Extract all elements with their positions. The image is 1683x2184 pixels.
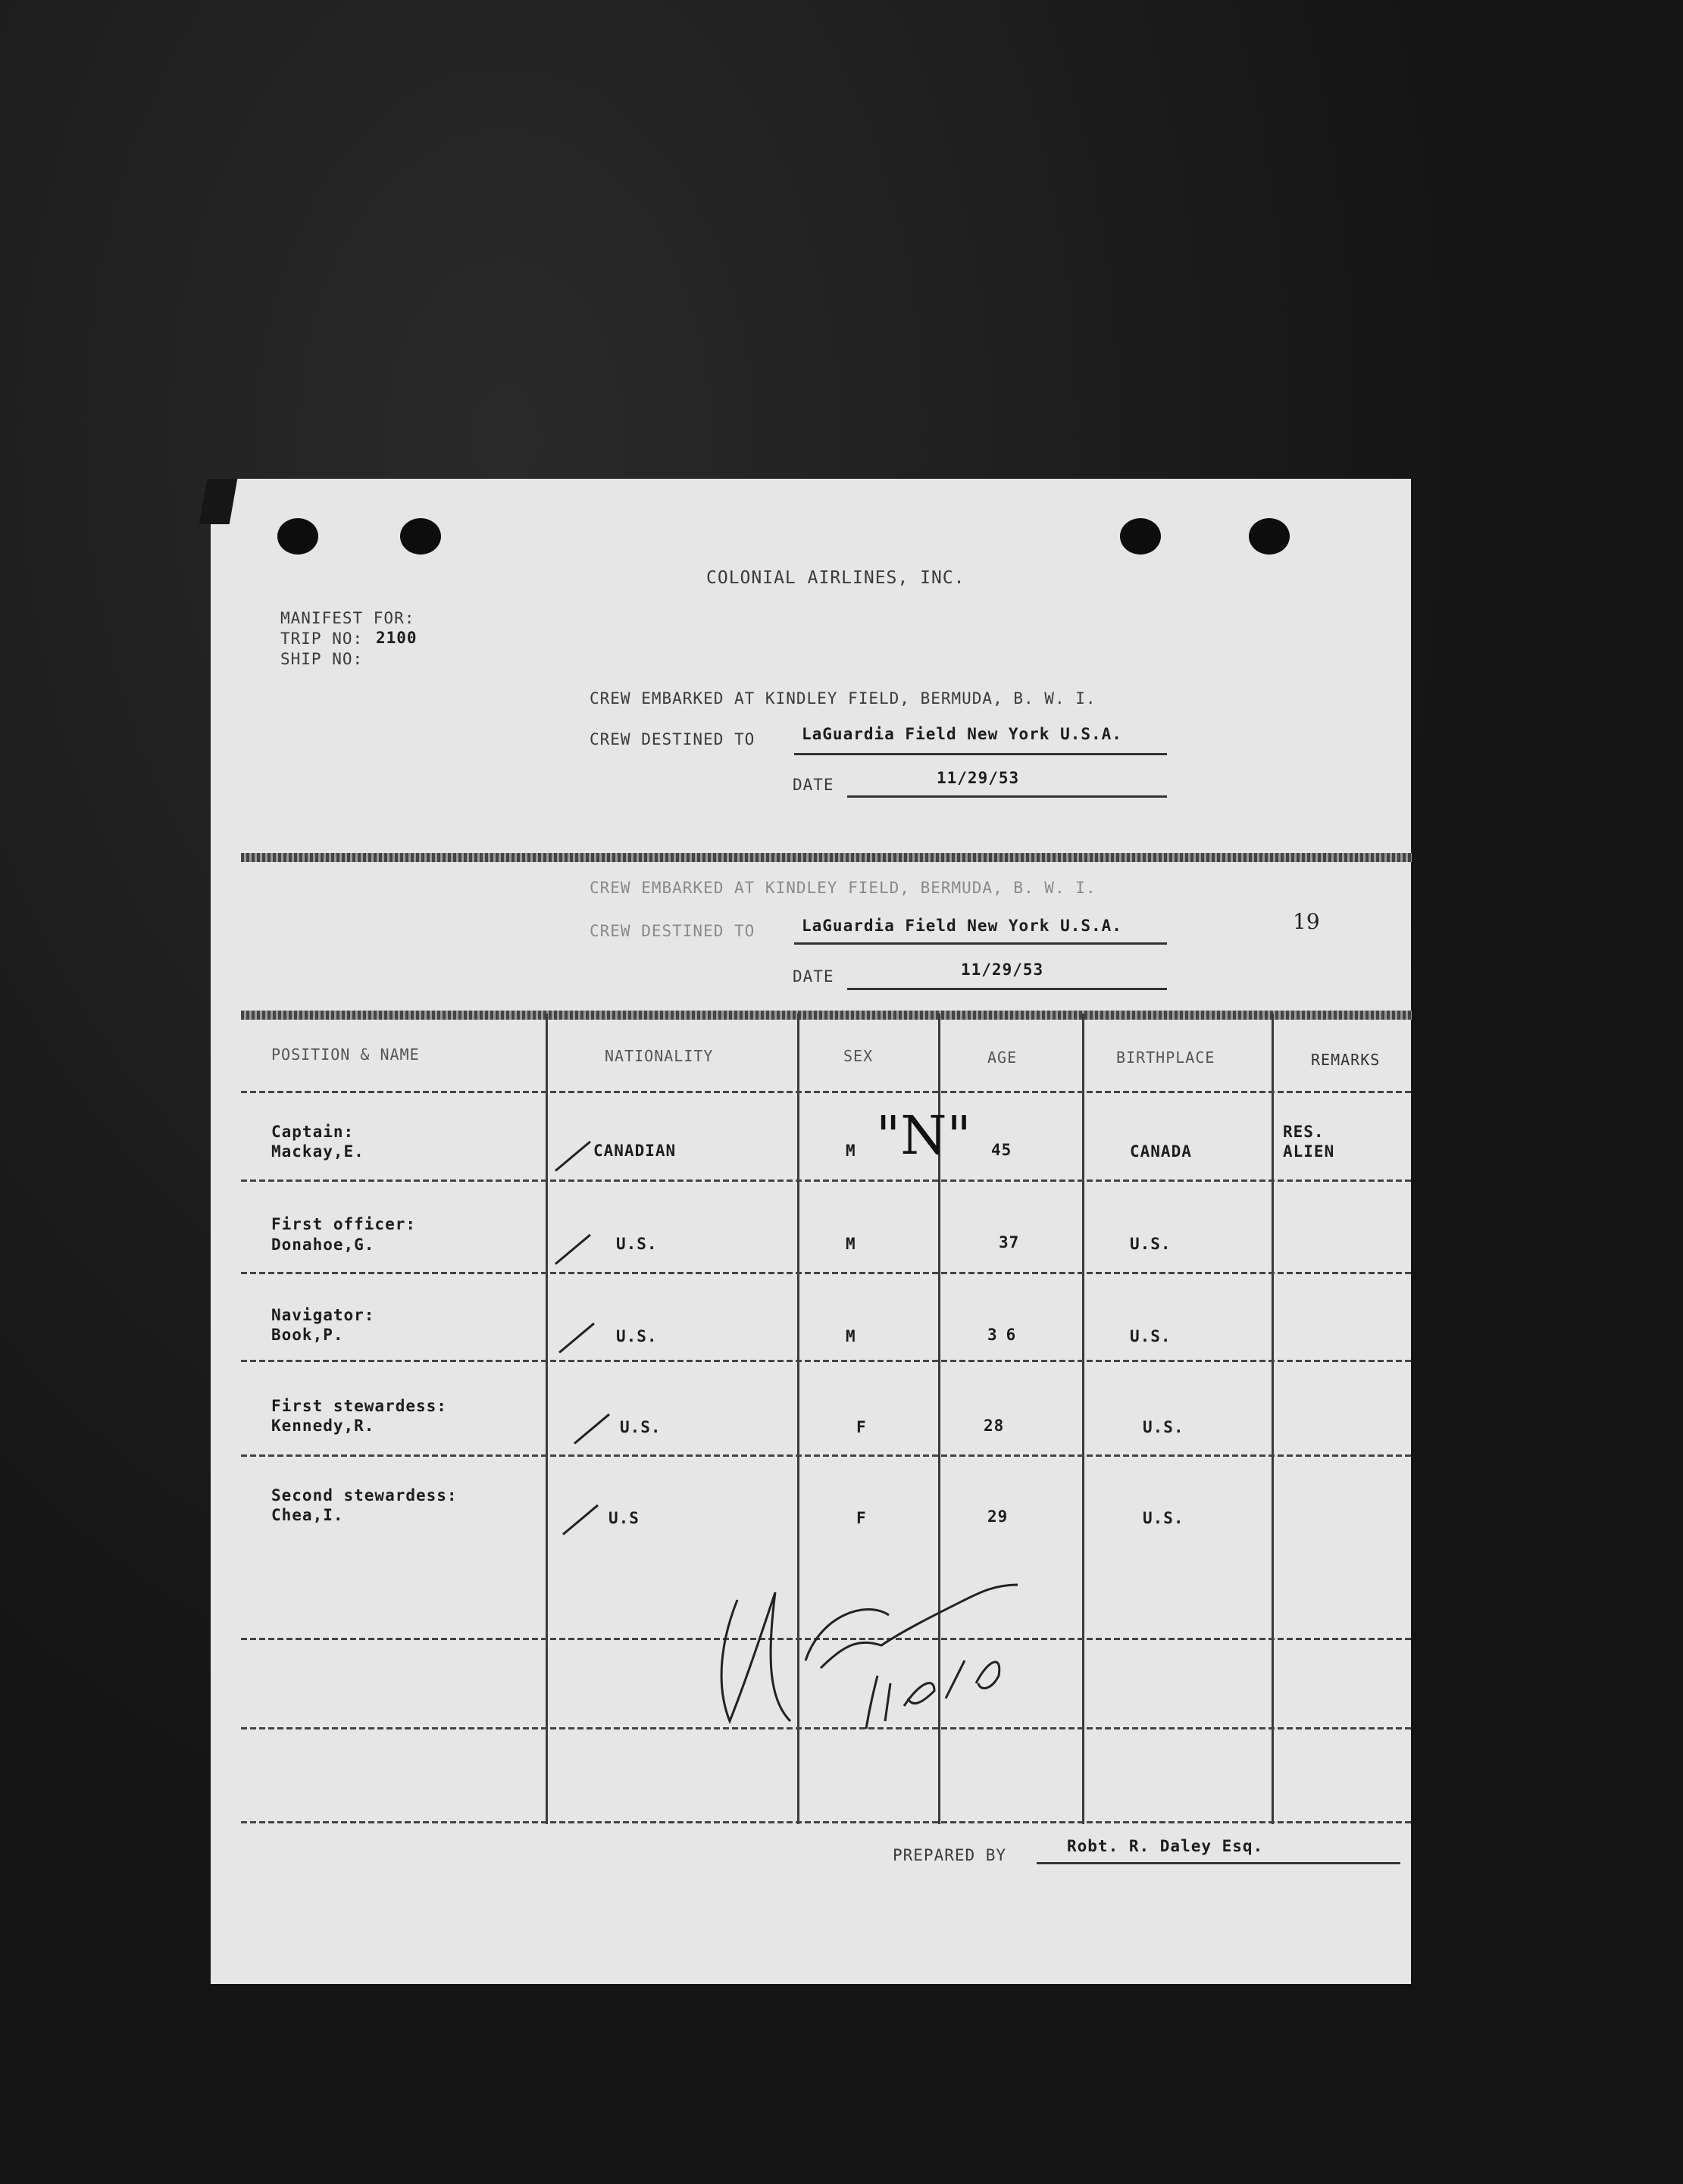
section2-embarked: CREW EMBARKED AT KINDLEY FIELD, BERMUDA, B. W. I. bbox=[590, 879, 1096, 897]
table-top-band bbox=[241, 1011, 1412, 1020]
prepared-by-underline bbox=[1037, 1862, 1400, 1864]
row-birthplace: CANADA bbox=[1130, 1142, 1192, 1161]
section1-embarked: CREW EMBARKED AT KINDLEY FIELD, BERMUDA, B. W. I. bbox=[590, 689, 1096, 708]
row-nationality: U.S. bbox=[616, 1235, 658, 1253]
punch-hole bbox=[277, 518, 318, 555]
row-age: 28 bbox=[984, 1417, 1005, 1435]
section1-date-value: 11/29/53 bbox=[937, 769, 1020, 787]
col-header-age: AGE bbox=[987, 1048, 1018, 1067]
manifest-page bbox=[211, 479, 1411, 1984]
check-mark bbox=[562, 1504, 599, 1536]
check-mark bbox=[555, 1234, 591, 1265]
punch-hole bbox=[1120, 518, 1161, 555]
row-name: Chea,I. bbox=[271, 1506, 344, 1524]
check-mark bbox=[555, 1141, 591, 1172]
section2-date-underline bbox=[847, 988, 1167, 990]
annotation-mark: "N" bbox=[876, 1104, 971, 1167]
col-header-position: POSITION & NAME bbox=[271, 1045, 420, 1064]
divider-band bbox=[241, 853, 1412, 862]
row-sex: F bbox=[856, 1418, 867, 1436]
signature-scribble-icon bbox=[692, 1570, 1116, 1767]
row-nationality: CANADIAN bbox=[593, 1142, 677, 1160]
table-row-rule bbox=[241, 1179, 1412, 1182]
page-number: 19 bbox=[1293, 909, 1320, 934]
row-birthplace: U.S. bbox=[1143, 1418, 1184, 1436]
row-age: 36 bbox=[987, 1326, 1025, 1344]
row-nationality: U.S. bbox=[616, 1327, 658, 1345]
col-header-birthplace: BIRTHPLACE bbox=[1116, 1048, 1215, 1067]
section1-date-label: DATE bbox=[793, 776, 834, 794]
section1-date-underline bbox=[847, 795, 1167, 798]
table-col-divider bbox=[1272, 1014, 1274, 1824]
table-row-rule bbox=[241, 1272, 1412, 1274]
punch-hole bbox=[1249, 518, 1290, 555]
row-position: First stewardess: bbox=[271, 1397, 447, 1415]
section1-destined-underline bbox=[794, 753, 1167, 755]
row-nationality: U.S. bbox=[620, 1418, 662, 1436]
check-mark bbox=[558, 1323, 595, 1354]
table-bottom-rule bbox=[241, 1821, 1412, 1823]
table-col-divider bbox=[546, 1014, 548, 1824]
section2-destined-underline bbox=[794, 942, 1167, 945]
prepared-by-value: Robt. R. Daley Esq. bbox=[1067, 1837, 1264, 1855]
inspector-signature bbox=[692, 1570, 1116, 1767]
table-row-rule bbox=[241, 1454, 1412, 1457]
table-row-rule bbox=[241, 1360, 1412, 1362]
col-header-sex: SEX bbox=[843, 1047, 874, 1065]
row-position: First officer: bbox=[271, 1215, 417, 1233]
col-header-nationality: NATIONALITY bbox=[605, 1047, 714, 1065]
row-age: 29 bbox=[987, 1508, 1009, 1526]
row-position: Navigator: bbox=[271, 1306, 375, 1324]
row-name: Kennedy,R. bbox=[271, 1417, 375, 1435]
row-birthplace: U.S. bbox=[1130, 1327, 1172, 1345]
section2-date-label: DATE bbox=[793, 967, 834, 986]
trip-label: TRIP NO: bbox=[280, 630, 364, 648]
row-age: 45 bbox=[991, 1141, 1012, 1159]
row-remarks: ALIEN bbox=[1283, 1142, 1335, 1161]
ship-label: SHIP NO: bbox=[280, 650, 364, 668]
manifest-label: MANIFEST FOR: bbox=[280, 609, 415, 627]
row-birthplace: U.S. bbox=[1143, 1509, 1184, 1527]
trip-number: 2100 bbox=[376, 629, 418, 647]
row-remarks: RES. bbox=[1283, 1123, 1325, 1141]
section2-destined-label: CREW DESTINED TO bbox=[590, 922, 755, 940]
prepared-by-label: PREPARED BY bbox=[893, 1846, 1007, 1864]
row-sex: M bbox=[846, 1142, 856, 1160]
section2-destined-value: LaGuardia Field New York U.S.A. bbox=[802, 917, 1122, 935]
punch-hole bbox=[400, 518, 441, 555]
section1-destined-label: CREW DESTINED TO bbox=[590, 730, 755, 748]
table-header-rule bbox=[241, 1091, 1412, 1093]
row-sex: M bbox=[846, 1327, 856, 1345]
row-sex: F bbox=[856, 1509, 867, 1527]
row-name: Mackay,E. bbox=[271, 1142, 364, 1161]
row-position: Captain: bbox=[271, 1123, 355, 1141]
row-nationality: U.S bbox=[608, 1509, 640, 1527]
row-name: Donahoe,G. bbox=[271, 1236, 375, 1254]
check-mark bbox=[574, 1414, 610, 1445]
section2-date-value: 11/29/53 bbox=[961, 961, 1044, 979]
row-position: Second stewardess: bbox=[271, 1486, 458, 1504]
company-name: COLONIAL AIRLINES, INC. bbox=[706, 568, 965, 588]
section1-destined-value: LaGuardia Field New York U.S.A. bbox=[802, 725, 1122, 743]
row-name: Book,P. bbox=[271, 1326, 344, 1344]
col-header-remarks: REMARKS bbox=[1311, 1051, 1381, 1069]
row-sex: M bbox=[846, 1235, 856, 1253]
row-birthplace: U.S. bbox=[1130, 1235, 1172, 1253]
row-age: 37 bbox=[999, 1233, 1020, 1251]
